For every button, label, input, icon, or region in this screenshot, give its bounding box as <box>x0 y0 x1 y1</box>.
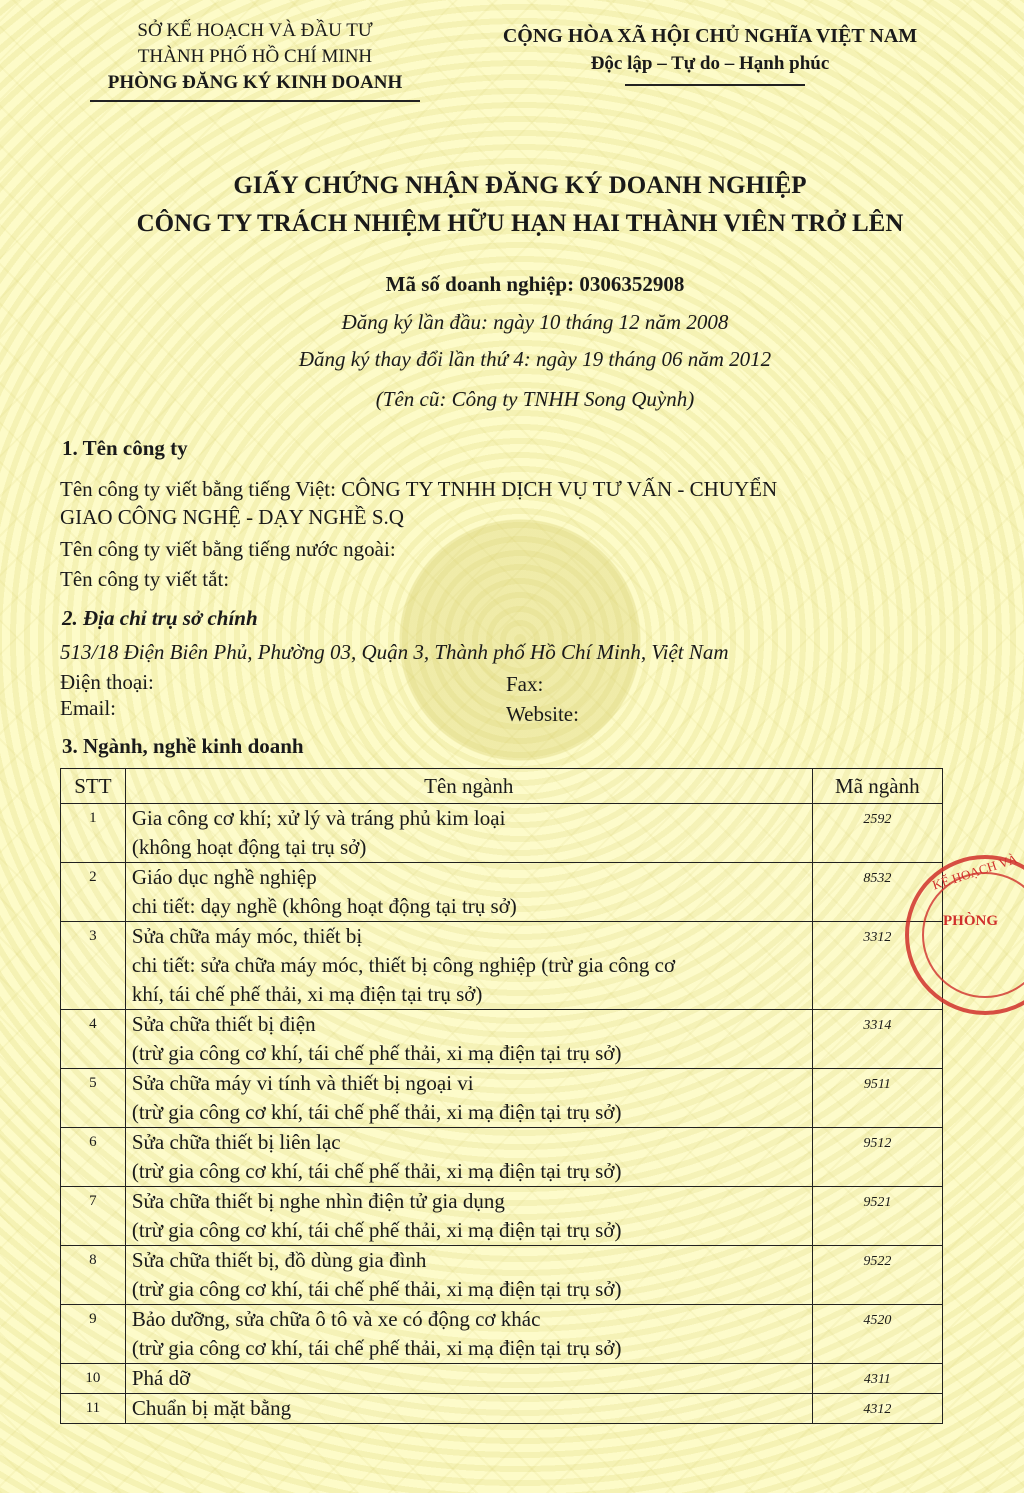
col-header-name: Tên ngành <box>125 769 812 804</box>
row-business-code: 4312 <box>812 1394 942 1424</box>
issuer-block <box>70 18 440 96</box>
row-stt: 3 <box>61 922 126 1010</box>
row-business-code: 3312 <box>812 922 942 1010</box>
business-name-line1: Sửa chữa máy vi tính và thiết bị ngoại vi <box>131 1071 474 1095</box>
section-address-heading: 2. Địa chỉ trụ sở chính <box>62 606 258 630</box>
issuer-department: SỞ KẾ HOẠCH VÀ ĐẦU TƯ <box>137 20 373 41</box>
business-code: Mã số doanh nghiệp: 0306352908 <box>385 272 685 296</box>
business-name-line2: (trừ gia công cơ khí, tái chế phế thải, xi mạ điện tại trụ sở) <box>131 1100 622 1124</box>
row-business-name <box>125 1246 812 1305</box>
country-name: CỘNG HÒA XÃ HỘI CHỦ NGHĨA VIỆT NAM <box>502 25 918 47</box>
col-header-code: Mã ngành <box>812 769 942 804</box>
row-business-code: 2592 <box>812 804 942 863</box>
section-company-name-heading: 1. Tên công ty <box>62 436 188 460</box>
fax-label: Fax: <box>506 672 544 696</box>
row-business-name <box>125 922 812 1010</box>
email-label: Email: <box>60 696 116 720</box>
row-business-name <box>125 1069 812 1128</box>
business-name-line1: Sửa chữa thiết bị, đồ dùng gia đình <box>131 1248 427 1272</box>
issuer-city: THÀNH PHỐ HỒ CHÍ MINH <box>137 46 373 67</box>
table-row <box>61 922 943 1010</box>
national-motto-block <box>470 22 950 78</box>
issuer-office: PHÒNG ĐĂNG KÝ KINH DOANH <box>107 72 403 93</box>
business-name-line2: (không hoạt động tại trụ sở) <box>131 835 367 859</box>
table-row <box>61 804 943 863</box>
row-business-code: 4311 <box>812 1364 942 1394</box>
row-business-code: 9522 <box>812 1246 942 1305</box>
row-stt: 4 <box>61 1010 126 1069</box>
official-seal-stamp <box>885 845 1024 1025</box>
business-name-line3: khí, tái chế phế thải, xi mạ điện tại trụ sở) <box>131 982 483 1006</box>
row-stt: 11 <box>61 1394 126 1424</box>
business-name-line2: (trừ gia công cơ khí, tái chế phế thải, xi mạ điện tại trụ sở) <box>131 1336 622 1360</box>
row-business-code: 9512 <box>812 1128 942 1187</box>
business-name-line1: Phá dỡ <box>131 1366 191 1390</box>
row-stt: 6 <box>61 1128 126 1187</box>
row-business-name <box>125 863 812 922</box>
row-stt: 2 <box>61 863 126 922</box>
row-stt: 1 <box>61 804 126 863</box>
table-row <box>61 1069 943 1128</box>
row-business-code: 3314 <box>812 1010 942 1069</box>
business-name-line1: Sửa chữa thiết bị điện <box>131 1012 316 1036</box>
business-name-line1: Giáo dục nghề nghiệp <box>131 865 317 889</box>
table-row <box>61 1246 943 1305</box>
vn-company-name-line2: GIAO CÔNG NGHỆ - DẠY NGHỀ S.Q <box>60 505 404 529</box>
row-business-name <box>125 804 812 863</box>
vn-company-name-line1: Tên công ty viết bằng tiếng Việt: CÔNG TY TNHH DỊCH VỤ TƯ VẤN - CHUYỂN <box>60 477 778 501</box>
motto-underline <box>625 84 805 86</box>
certificate-title: GIẤY CHỨNG NHẬN ĐĂNG KÝ DOANH NGHIỆP <box>233 172 807 199</box>
row-stt: 5 <box>61 1069 126 1128</box>
first-registration-date: Đăng ký lần đầu: ngày 10 tháng 12 năm 2008 <box>341 310 729 334</box>
short-company-name: Tên công ty viết tắt: <box>60 567 230 591</box>
former-company-name: (Tên cũ: Công ty TNHH Song Quỳnh) <box>375 387 695 411</box>
col-header-stt: STT <box>61 769 126 804</box>
website-label: Website: <box>506 702 579 726</box>
business-name-line1: Sửa chữa thiết bị liên lạc <box>131 1130 341 1154</box>
business-lines-table <box>60 768 943 1424</box>
table-row <box>61 1364 943 1394</box>
row-stt: 9 <box>61 1305 126 1364</box>
table-row <box>61 1010 943 1069</box>
row-business-code: 8532 <box>812 863 942 922</box>
business-name-line1: Chuẩn bị mặt bằng <box>131 1396 292 1420</box>
business-name-line2: (trừ gia công cơ khí, tái chế phế thải, xi mạ điện tại trụ sở) <box>131 1159 622 1183</box>
head-office-address: 513/18 Điện Biên Phủ, Phường 03, Quận 3, Thành phố Hồ Chí Minh, Việt Nam <box>60 640 729 664</box>
table-row <box>61 863 943 922</box>
table-row <box>61 1128 943 1187</box>
table-header-row <box>61 769 943 804</box>
row-business-name <box>125 1305 812 1364</box>
phone-label: Điện thoại: <box>60 670 154 694</box>
business-name-line2: chi tiết: dạy nghề (không hoạt động tại trụ sở) <box>131 894 517 918</box>
business-name-line1: Gia công cơ khí; xử lý và tráng phủ kim loại <box>131 806 506 830</box>
stamp-text-mid: PHÒNG <box>943 913 998 929</box>
business-name-line1: Sửa chữa thiết bị nghe nhìn điện tử gia dụng <box>131 1189 505 1213</box>
business-name-line1: Sửa chữa máy móc, thiết bị <box>131 924 363 948</box>
table-row <box>61 1305 943 1364</box>
row-stt: 8 <box>61 1246 126 1305</box>
row-business-name <box>125 1187 812 1246</box>
row-business-code: 9521 <box>812 1187 942 1246</box>
table-row <box>61 1394 943 1424</box>
business-name-line2: (trừ gia công cơ khí, tái chế phế thải, xi mạ điện tại trụ sở) <box>131 1041 622 1065</box>
row-business-name <box>125 1128 812 1187</box>
row-business-name <box>125 1364 812 1394</box>
row-stt: 10 <box>61 1364 126 1394</box>
business-name-line2: chi tiết: sửa chữa máy móc, thiết bị công nghiệp (trừ gia công cơ <box>131 953 676 977</box>
stamp-text-top: KẾ HOẠCH VÀ <box>930 851 1020 893</box>
business-name-line2: (trừ gia công cơ khí, tái chế phế thải, xi mạ điện tại trụ sở) <box>131 1218 622 1242</box>
issuer-underline <box>90 100 420 102</box>
row-business-code: 4520 <box>812 1305 942 1364</box>
change-registration-date: Đăng ký thay đổi lần thứ 4: ngày 19 tháng 06 năm 2012 <box>298 347 772 371</box>
business-lines-body <box>61 804 943 1424</box>
foreign-company-name: Tên công ty viết bằng tiếng nước ngoài: <box>60 537 396 561</box>
row-business-name <box>125 1394 812 1424</box>
table-row <box>61 1187 943 1246</box>
row-business-code: 9511 <box>812 1069 942 1128</box>
row-stt: 7 <box>61 1187 126 1246</box>
company-type-title: CÔNG TY TRÁCH NHIỆM HỮU HẠN HAI THÀNH VIÊN TRỞ LÊN <box>136 210 904 237</box>
section-business-lines-heading: 3. Ngành, nghề kinh doanh <box>62 734 304 758</box>
business-name-line1: Bảo dưỡng, sửa chữa ô tô và xe có động cơ khác <box>131 1307 541 1331</box>
national-motto: Độc lập – Tự do – Hạnh phúc <box>590 53 830 74</box>
row-business-name <box>125 1010 812 1069</box>
business-name-line2: (trừ gia công cơ khí, tái chế phế thải, xi mạ điện tại trụ sở) <box>131 1277 622 1301</box>
